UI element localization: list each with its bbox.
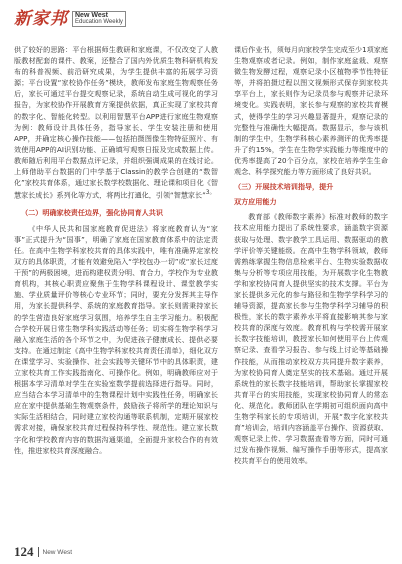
left-paragraph-1-text: 供了较好的思路：平台根据师生教研和家庭课，不仅改变了人教版教材配套的课件、教案，还整合了国内外优质生物科研机构发布的科普视频、前沿研究成果，为学生提供丰富的拓展学习资源；平台设置“家校协作任务”模块，教师发布家庭生物观察任务后，家长可通过平台提交观察记录，系统自动生成可视化的学习报告，为家校协作开展教育方案提供依据，真正实现了家校共育的数字化、智能化转型。以利用智慧平台APP进行家庭生物观察为例：教师设计具体任务，指导家长、学生安装注册和使用APP，并确定核心操作技能——包括拍摄图像生物特征照片、有效使用APP的AI识别功能、正确填写观察日报及完成数据上传。教师随后利用平台数据点评记录，并组织强调成果的在线讨论。上师借助平台数据的门中学基于Classin的教学合创建的“数智化”家校共育体系，通过家长数学校数据化、理论课和项目化《智慧家长成长》系列化等方式，将两比打通化，引领“智慧家长” [14, 45, 218, 200]
footer-magazine-name: New West [42, 548, 72, 556]
right-paragraph-1: 课后作业书，须每月向家校学生完成至少1项家庭生物观察或者记录。例如，制作家庭盆栽、观察微生物发酵过程，观察记录小区植物季节性特征等，并将拍摄过程以图文视频形式保存到家校共享平台上，家长则作为记录员参与观察并记录环境变化。实践表明，家长参与观察的家校共育模式，使得学生的学习兴趣显著提升，观察记录的完整性与准确性大幅提高。数据显示，参与该机制的学生中，生物学科核心素养测评的优秀率提升了约15%，学生在生物学实践能力等维度中的优秀率提高了20个百分点，家校在培养学生生命观念、科学探究能力等方面形成了良好共识。 [234, 45, 388, 177]
left-text-column [14, 44, 218, 456]
logo-chinese-title: 新家邦 [14, 9, 68, 29]
logo-english-line2: Education Weekly [75, 19, 123, 25]
left-paragraph-1 [14, 44, 218, 201]
footnote-ref: 3。 [205, 190, 216, 197]
section-heading-3-line1: （三）开展技术培训指导，提升 [234, 182, 334, 192]
magazine-logo [14, 10, 126, 28]
page-number: 124 [14, 544, 34, 559]
logo-english-line1: New West [75, 12, 108, 19]
page-header [0, 0, 402, 32]
left-paragraph-2: 《中华人民共和国家庭教育促进法》将家庭教育认为“家事”正式提升为“国事”，明确了家庭在国家教育体系中的法定责任。在高中生物学科家校共育的具体实践中，唯有准确界定家校双方的具体职责，才能有效避免陷入“学校包办一切”或“家长过度干预”的两极困境，进而构建权责分明、育合力，学校作为专业教育机构，其核心职责应聚焦于生物学科课程设计、课堂教学实施、学业质量评价等核心专业环节；同时，要充分发挥其主导作用，为家长提供科学、系统的家庭教育指导。家长则需秉持家长的学生营造良好家庭学习氛围，培养学生自主学习能力。积极配合学校开展日常生物学科实践活动等任务；切实将生物学科学习融入家庭生活的各个环节之中，为促进孩子健康成长、提供必要支持。在通过制定《高中生物学科家校共育责任清单》，细化双方在课堂学习、实验操作、社会实践等关键环节中的具体职责，建立家校共育工作实践指南化、可操作化。例如，明确教师应对于根据本学习清单对学生在实验室数学提前选择进行指导。同时，应当结合本学习清单中的生物课程计划中实践性任务，明确家长应在家中提供基础生物观察条件，鼓励孩子将所学的理论知识与实际生活相结合，同时建立家校沟通等联系机制，定期开展家校需求对接，确保家校共育过程保持科学性、规范性。建立家长数字化和学校教育内容的数据沟通渠道，全面提升家校合作的有效性，推进家校共育深度融合。 [14, 223, 218, 455]
section-heading-2: （二）明确家校责任边界，强化协同育人共识 [21, 207, 163, 217]
logo-english-box [72, 11, 126, 27]
right-text-column [234, 44, 388, 466]
section-heading-3-line2: 双方应用能力 [234, 197, 277, 207]
right-paragraph-2: 教育部《教师数字素养》标准对教师的数字技术应用能力提出了系统性要求，涵盖数字资源获取与处理、数字教学工具运用、数据驱动的教学评价等关键能级。在高中生物学科领域，教师需熟练掌握生物信息检索平台、生物实验数据收集与分析等专项应用技能，为开展数字化生物教学和家校协同育人提供坚实的技术支撑。平台为家长提供多元化的参与路径和生物学学科学习的辅导资源，提高家长参与生物学科学习辅导的积极性，家长的数字素养水平将直接影响其参与家校共育的深度与效度。教育机构与学校需开展家长数字技能培训，教授家长如何使用平台上传观察记录、查看学习报告、参与线上讨论等基础操作技能，从而推动家校双方共同提升数字素养，为家校协同育人奠定坚实的技术基础。通过开展系统性的家长数字技能培训，帮助家长掌握家校共育平台的实用技能，实现家校协同育人的常态化、规范化。教师团队在学期初可组织面向高中生物学科家长的专项培训，开展“数字化家校共育”培训会，培训内容涵盖平台操作、资源获取、观察记录上传、学习数据查看等方面，同时可通过发布操作视频、编写操作手册等形式，提高家校共育平台的使用效率。 [234, 212, 388, 466]
footer-divider [38, 547, 39, 557]
page-footer [14, 544, 72, 560]
